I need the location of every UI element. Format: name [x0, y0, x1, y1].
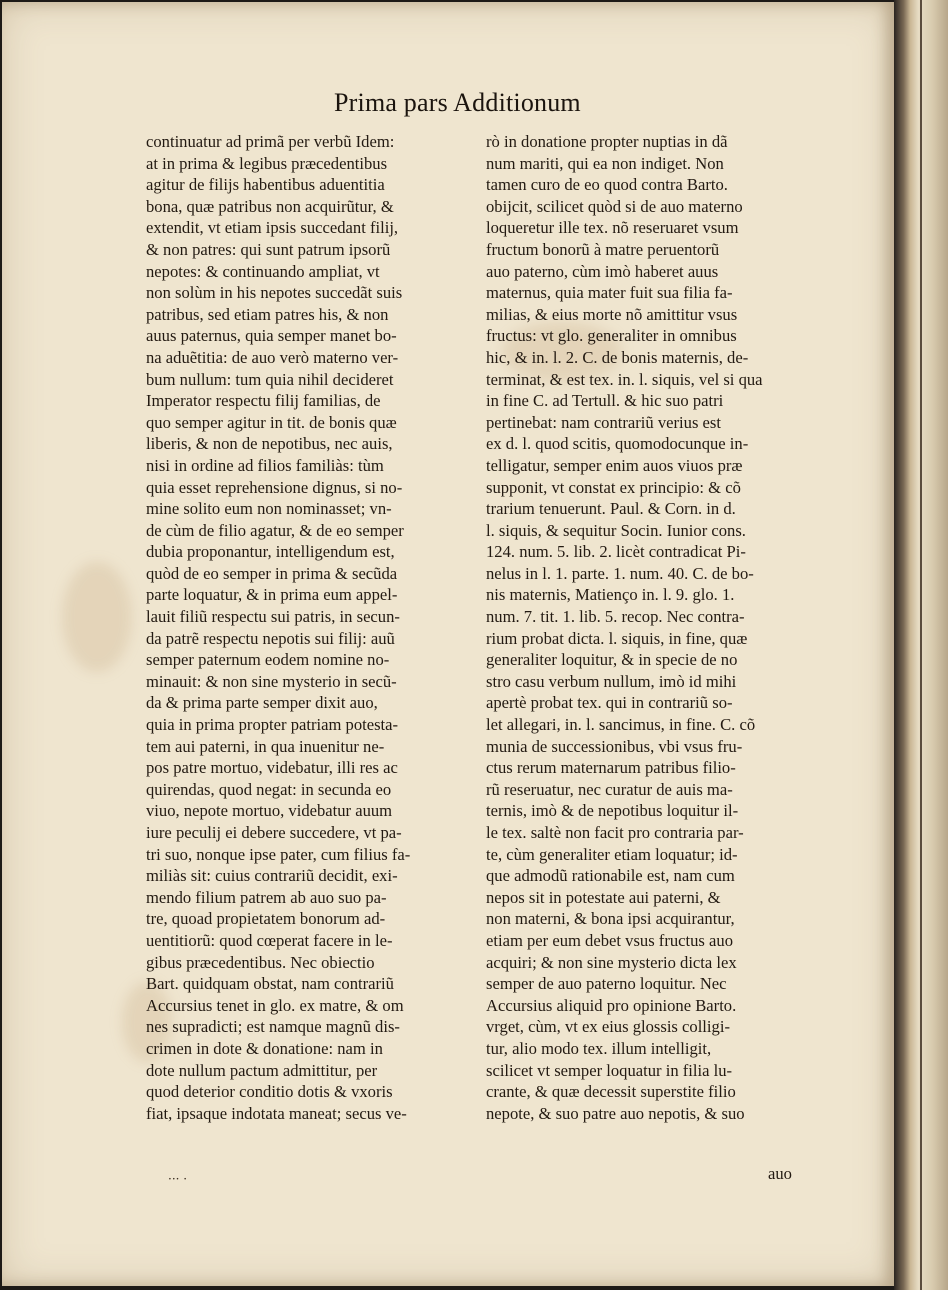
text-line: mendo filium patrem ab auo suo pa-: [146, 887, 387, 907]
text-line: loqueretur ille tex. nõ reseruaret vsum: [486, 218, 739, 238]
text-line: nepote, & suo patre auo nepotis, & suo: [486, 1103, 745, 1123]
text-line: fructus: vt glo. generaliter in omnibus: [486, 326, 737, 346]
text-line: rũ reseruatur, nec curatur de auis ma-: [486, 779, 733, 799]
text-line: viuo, nepote mortuo, videbatur auum: [146, 801, 393, 821]
text-line: tur, alio modo tex. illum intelligit,: [486, 1038, 712, 1058]
text-line: stro casu verbum nullum, imò id mihi: [486, 671, 737, 691]
text-line: non solùm in his nepotes succedãt suis: [146, 283, 403, 303]
text-line: semper de auo paterno loquitur. Nec: [486, 974, 727, 994]
text-line: agitur de filijs habentibus aduentitia: [146, 175, 385, 195]
text-line: Bart. quidquam obstat, nam contrariũ: [146, 974, 394, 994]
text-line: da & prima parte semper dixit auo,: [146, 693, 378, 713]
text-line: milias, & eius morte nõ amittitur vsus: [486, 304, 738, 324]
text-line: gibus præcedentibus. Nec obiectio: [146, 952, 375, 972]
text-line: pos patre mortuo, videbatur, illi res ac: [146, 758, 398, 778]
text-line: bum nullum: tum quia nihil decideret: [146, 369, 394, 389]
text-line: nes supradicti; est namque magnũ dis-: [146, 1017, 400, 1037]
text-line: hic, & in. l. 2. C. de bonis maternis, de-: [486, 347, 749, 367]
text-line: Accursius aliquid pro opinione Barto.: [486, 995, 737, 1015]
text-line: na aduẽtitia: de auo verò materno ver-: [146, 347, 399, 367]
catchword: auo: [768, 1164, 792, 1183]
text-line: parte loquatur, & in prima eum appel-: [146, 585, 398, 605]
text-line: extendit, vt etiam ipsis succedant filij,: [146, 218, 399, 238]
text-line: bona, quæ patribus non acquirũtur, &: [146, 196, 394, 216]
text-line: at in prima & legibus præcedentibus: [146, 153, 388, 173]
text-line: iure peculij ei debere succedere, vt pa-: [146, 823, 402, 842]
text-line: dubia proponantur, intelligendum est,: [146, 542, 395, 562]
text-line: supponit, vt constat ex principio: & cõ: [486, 477, 741, 497]
text-line: mine solito eum non nominasset; vn-: [146, 499, 392, 519]
text-line: semper paternum eodem nomine no-: [146, 650, 390, 670]
text-line: auus paternus, quia semper manet bo-: [146, 326, 397, 346]
text-line: 124. num. 5. lib. 2. licèt contradicat Pi-: [486, 542, 746, 562]
text-line: miliàs sit: cuius contrariũ decidit, exi-: [146, 866, 398, 886]
text-line: rò in donatione propter nuptias in dã: [486, 132, 728, 151]
text-line: quia in prima propter patriam potesta-: [146, 715, 399, 735]
text-line: liberis, & non de nepotibus, nec auis,: [146, 434, 393, 454]
text-line: tamen curo de eo quod contra Barto.: [486, 175, 728, 195]
text-line: etiam per eum debet vsus fructus auo: [486, 930, 733, 950]
left-text-column: [146, 131, 466, 1124]
text-line: nepotes: & continuando ampliat, vt: [146, 261, 380, 281]
text-line: de cùm de filio agatur, & de eo semper: [146, 520, 404, 540]
text-line: obijcit, scilicet quòd si de auo materno: [486, 196, 743, 216]
page-header: Prima pars Additionum: [334, 88, 581, 117]
text-line: munia de successionibus, vbi vsus fru-: [486, 736, 743, 756]
text-line: apertè probat tex. qui in contrariũ so-: [486, 693, 733, 713]
text-line: quirendas, quod negat: in secunda eo: [146, 779, 392, 799]
text-line: crimen in dote & donatione: nam in: [146, 1038, 383, 1058]
text-line: acquiri; & non sine mysterio dicta lex: [486, 952, 737, 972]
bottom-marks: ··· ·: [168, 1172, 188, 1186]
text-line: telligatur, semper enim auos viuos præ: [486, 455, 743, 475]
text-line: l. siquis, & sequitur Socin. Iunior cons.: [486, 520, 746, 540]
text-line: quòd de eo semper in prima & secũda: [146, 563, 398, 583]
text-line: trarium tenuerunt. Paul. & Corn. in d.: [486, 499, 736, 519]
text-line: num mariti, qui ea non indiget. Non: [486, 153, 724, 173]
text-line: uentitiorũ: quod cœperat facere in le-: [146, 930, 393, 950]
right-text-column: [486, 131, 804, 1124]
text-line: le tex. saltè non facit pro contraria par-: [486, 823, 744, 842]
text-line: lauit filiũ respectu sui patris, in secun-: [146, 607, 400, 627]
text-line: non materni, & bona ipsi acquirantur,: [486, 909, 735, 929]
text-line: & non patres: qui sunt patrum ipsorũ: [146, 239, 391, 259]
text-line: patribus, sed etiam patres his, & non: [146, 304, 389, 324]
text-line: num. 7. tit. 1. lib. 5. recop. Nec contra-: [486, 607, 745, 627]
text-line: tre, quoad propietatem bonorum ad-: [146, 909, 386, 929]
text-line: let allegari, in. l. sancimus, in fine. C. cõ: [486, 715, 756, 735]
text-line: quo semper agitur in tit. de bonis quæ: [146, 412, 397, 432]
text-line: crante, & quæ decessit superstite filio: [486, 1082, 736, 1102]
text-line: ctus rerum maternarum patribus filio-: [486, 758, 736, 778]
text-line: scilicet vt semper loquatur in filia lu-: [486, 1060, 733, 1080]
text-line: nisi in ordine ad filios familiàs: tùm: [146, 455, 384, 475]
text-line: in fine C. ad Tertull. & hic suo patri: [486, 391, 724, 411]
text-line: pertinebat: nam contrariũ verius est: [486, 412, 721, 432]
text-line: quia esset reprehensione dignus, si no-: [146, 477, 403, 497]
text-line: tri suo, nonque ipse pater, cum filius fa-: [146, 844, 411, 864]
text-line: fructum bonorũ à matre peruentorũ: [486, 239, 720, 259]
text-line: te, cùm generaliter etiam loquatur; id-: [486, 844, 738, 864]
text-line: generaliter loquitur, & in specie de no: [486, 650, 738, 670]
text-line: continuatur ad primã per verbũ Idem:: [146, 132, 395, 151]
text-line: maternus, quia mater fuit sua filia fa-: [486, 283, 733, 303]
text-line: rium probat dicta. l. siquis, in fine, quæ: [486, 628, 748, 648]
water-stain: [62, 562, 132, 672]
book-page: [2, 2, 894, 1286]
text-line: minauit: & non sine mysterio in secũ-: [146, 671, 397, 691]
text-line: tem aui paterni, in qua inuenitur ne-: [146, 736, 385, 756]
text-line: da patrẽ respectu nepotis sui filij: auũ: [146, 628, 395, 648]
text-line: auo paterno, cùm imò haberet auus: [486, 261, 719, 281]
book-spine-edge: [894, 0, 948, 1290]
text-line: quod deterior conditio dotis & vxoris: [146, 1082, 393, 1102]
text-line: dote nullum pactum admittitur, per: [146, 1060, 378, 1080]
text-line: que admodũ rationabile est, nam cum: [486, 866, 735, 886]
text-line: nis maternis, Matienço in. l. 9. glo. 1.: [486, 585, 735, 605]
text-line: Imperator respectu filij familias, de: [146, 391, 381, 411]
text-line: Accursius tenet in glo. ex matre, & om: [146, 995, 404, 1015]
text-line: terminat, & est tex. in. l. siquis, vel si qua: [486, 369, 763, 389]
text-line: ternis, imò & de nepotibus loquitur il-: [486, 801, 739, 821]
text-line: vrget, cùm, vt ex eius glossis colligi-: [486, 1017, 730, 1037]
text-line: ex d. l. quod scitis, quomodocunque in-: [486, 434, 749, 454]
text-line: nelus in l. 1. parte. 1. num. 40. C. de bo-: [486, 563, 754, 583]
text-line: fiat, ipsaque indotata maneat; secus ve-: [146, 1103, 407, 1123]
text-line: nepos sit in potestate aui paterni, &: [486, 887, 721, 907]
